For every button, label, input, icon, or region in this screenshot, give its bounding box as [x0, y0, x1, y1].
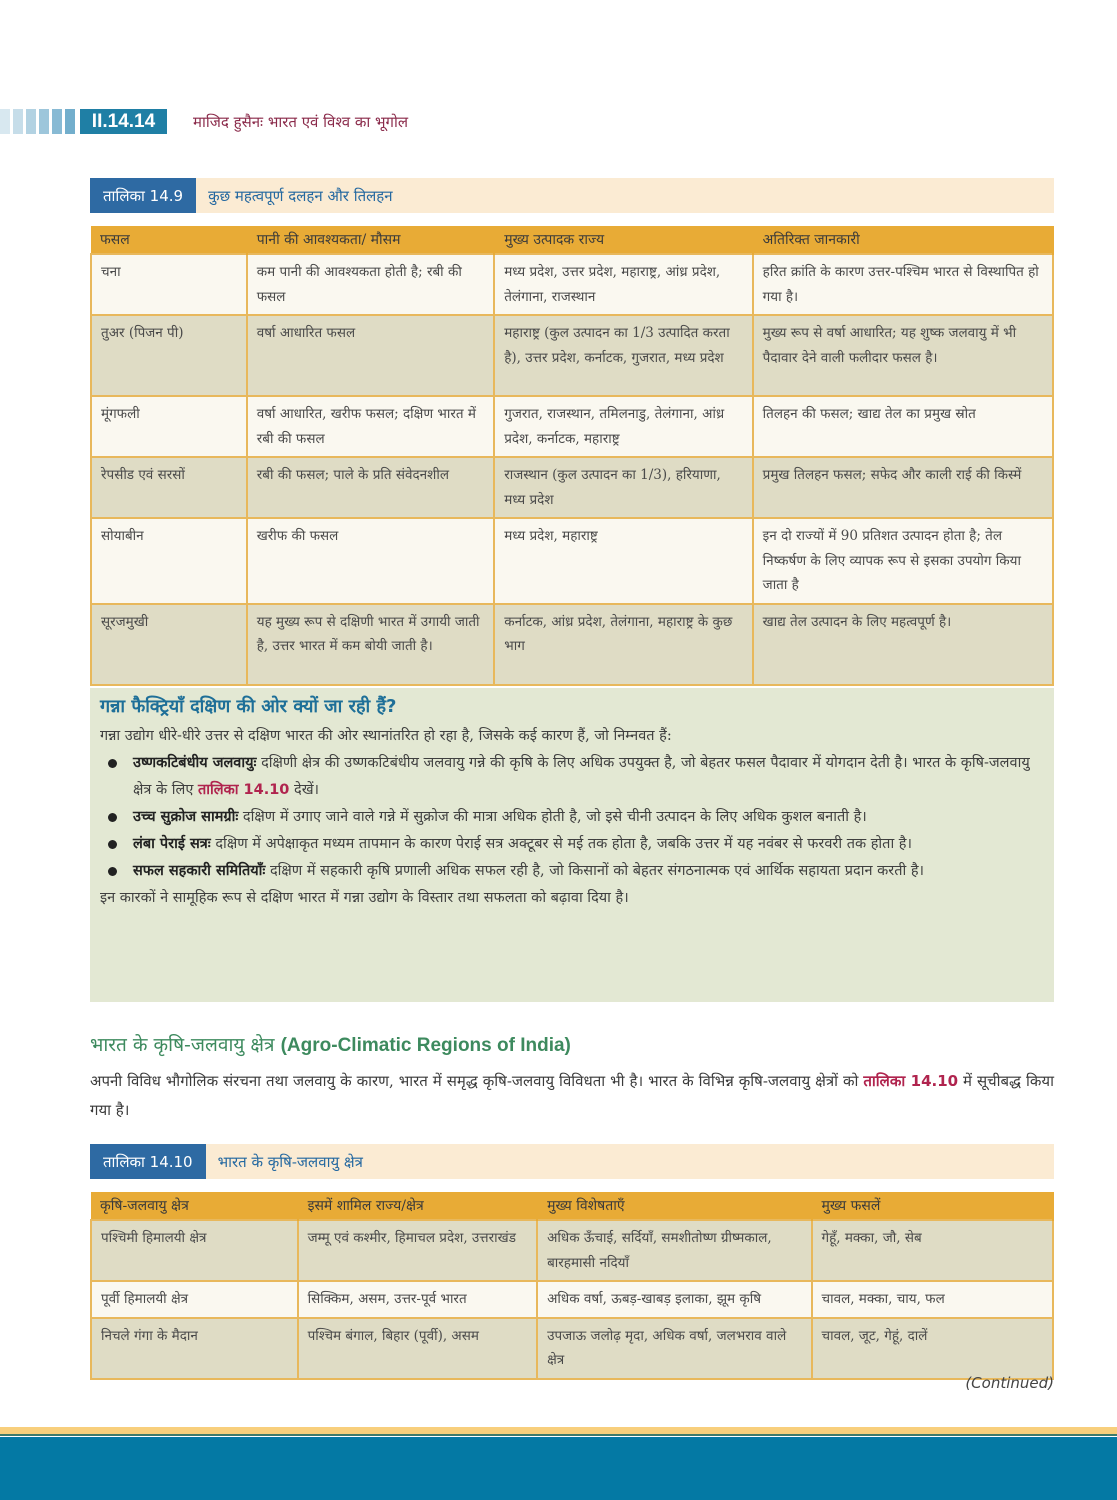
book-title: माजिद हुसैनः भारत एवं विश्व का भूगोल [193, 112, 409, 131]
cell-region: पश्चिमी हिमालयी क्षेत्र [91, 1220, 298, 1281]
section-heading-english: (Agro-Climatic Regions of India) [280, 1035, 571, 1056]
cell-states: राजस्थान (कुल उत्पादन का 1/3), हरियाणा, मध्य प्रदेश [494, 457, 752, 518]
cell-features: उपजाऊ जलोढ़ मृदा, अधिक वर्षा, जलभराव वाले क्षेत्र [537, 1318, 811, 1379]
page-number: II.14.14 [80, 109, 167, 134]
column-header: मुख्य उत्पादक राज्य [494, 226, 752, 254]
cell-crop: रेपसीड एवं सरसों [91, 457, 247, 518]
decorative-stripes [0, 109, 78, 134]
table-header-row [91, 1192, 1053, 1220]
cell-water: रबी की फसल; पाले के प्रति संवेदनशील [247, 457, 495, 518]
table-tag: तालिका 14.9 [90, 178, 196, 213]
cell-states: सिक्किम, असम, उत्तर-पूर्व भारत [298, 1281, 538, 1318]
para-text-tail: में सूचीबद्ध किया गया है। [90, 1072, 1054, 1119]
section-paragraph [90, 1067, 1054, 1125]
cell-water: वर्षा आधारित फसल [247, 315, 495, 396]
table-caption-14-10 [90, 1144, 1054, 1179]
column-header: फसल [91, 226, 247, 254]
cell-region: पूर्वी हिमालयी क्षेत्र [91, 1281, 298, 1318]
cell-region: निचले गंगा के मैदान [91, 1318, 298, 1379]
bullet-text: दक्षिणी क्षेत्र की उष्णकटिबंधीय जलवायु गन्ने की कृषि के लिए अधिक उपयुक्त है, जो बेहतर फसल पैदावार में योगदान देती है। भारत के कृषि-जलवायु क्षेत्र के लिए [133, 755, 1030, 798]
table-reference-link[interactable]: तालिका 14.10 [197, 782, 290, 798]
bullet-item [100, 858, 1044, 885]
continued-note: (Continued) [965, 1374, 1054, 1392]
stripe [65, 109, 75, 134]
table-row [91, 254, 1053, 315]
table-caption-14-9 [90, 178, 1054, 213]
cell-crops: चावल, जूट, गेहूं, दालें [812, 1318, 1054, 1379]
table-row [91, 315, 1053, 396]
bullet-item [100, 804, 1044, 831]
cell-states: मध्य प्रदेश, महाराष्ट्र [494, 518, 752, 604]
cell-info: खाद्य तेल उत्पादन के लिए महत्वपूर्ण है। [753, 604, 1053, 685]
table-title: कुछ महत्वपूर्ण दलहन और तिलहन [208, 186, 393, 205]
table-agro-climatic-regions [90, 1192, 1054, 1380]
cell-water: वर्षा आधारित, खरीफ फसल; दक्षिण भारत में रबी की फसल [247, 396, 495, 457]
cell-states: महाराष्ट्र (कुल उत्पादन का 1/3 उत्पादित करता है), उत्तर प्रदेश, कर्नाटक, गुजरात, मध्य प्रदेश [494, 315, 752, 396]
cell-features: अधिक वर्षा, ऊबड़-खाबड़ इलाका, झूम कृषि [537, 1281, 811, 1318]
bullet-term: लंबा पेराई सत्रः [133, 836, 211, 852]
bullet-item [100, 831, 1044, 858]
cell-states: जम्मू एवं कश्मीर, हिमाचल प्रदेश, उत्तराखंड [298, 1220, 538, 1281]
table-row [91, 518, 1053, 604]
cell-info: प्रमुख तिलहन फसल; सफेद और काली राई की किस्में [753, 457, 1053, 518]
footer-band [0, 1437, 1117, 1500]
bullet-term: उष्णकटिबंधीय जलवायुः [133, 755, 257, 771]
column-header: इसमें शामिल राज्य/क्षेत्र [298, 1192, 538, 1220]
stripe [0, 109, 10, 134]
column-header: मुख्य विशेषताएँ [537, 1192, 811, 1220]
table-row [91, 457, 1053, 518]
cell-crop: चना [91, 254, 247, 315]
cell-water: खरीफ की फसल [247, 518, 495, 604]
sugarcane-info-box [90, 688, 1054, 1002]
column-header: मुख्य फसलें [812, 1192, 1054, 1220]
table-reference-link[interactable]: तालिका 14.10 [863, 1072, 959, 1090]
cell-states: मध्य प्रदेश, उत्तर प्रदेश, महाराष्ट्र, आंध्र प्रदेश, तेलंगाना, राजस्थान [494, 254, 752, 315]
stripe [39, 109, 49, 134]
cell-crops: चावल, मक्का, चाय, फल [812, 1281, 1054, 1318]
running-header [0, 109, 408, 134]
bullet-icon [108, 840, 117, 849]
bullet-term: उच्च सुक्रोज सामग्रीः [133, 809, 239, 825]
box-bullet-list [100, 750, 1044, 885]
cell-crop: सूरजमुखी [91, 604, 247, 685]
bullet-icon [108, 813, 117, 822]
cell-states: गुजरात, राजस्थान, तमिलनाडु, तेलंगाना, आंध्र प्रदेश, कर्नाटक, महाराष्ट्र [494, 396, 752, 457]
box-heading: गन्ना फैक्ट्रियाँ दक्षिण की ओर क्यों जा रही हैं? [100, 696, 397, 717]
bullet-text: दक्षिण में सहकारी कृषि प्रणाली अधिक सफल रही है, जो किसानों को बेहतर संगठनात्मक एवं आर्थिक सहायता प्रदान करती है। [265, 863, 925, 879]
column-header: कृषि-जलवायु क्षेत्र [91, 1192, 298, 1220]
bullet-text-tail: देखें। [289, 782, 320, 798]
cell-crop: सोयाबीन [91, 518, 247, 604]
table-row [91, 396, 1053, 457]
cell-info: तिलहन की फसल; खाद्य तेल का प्रमुख स्रोत [753, 396, 1053, 457]
table-row [91, 1281, 1053, 1318]
cell-crop: मूंगफली [91, 396, 247, 457]
cell-water: कम पानी की आवश्यकता होती है; रबी की फसल [247, 254, 495, 315]
table-tag: तालिका 14.10 [90, 1144, 206, 1179]
stripe [52, 109, 62, 134]
section-heading [90, 1031, 571, 1057]
bullet-item [100, 750, 1044, 804]
cell-states: पश्चिम बंगाल, बिहार (पूर्वी), असम [298, 1318, 538, 1379]
para-text: अपनी विविध भौगोलिक संरचना तथा जलवायु के कारण, भारत में समृद्ध कृषि-जलवायु विविधता भी है। भारत के विभिन्न कृषि-जलवायु क्षेत्रों को [90, 1072, 864, 1090]
table-header-row [91, 226, 1053, 254]
cell-states: कर्नाटक, आंध्र प्रदेश, तेलंगाना, महाराष्ट्र के कुछ भाग [494, 604, 752, 685]
cell-crops: गेहूँ, मक्का, जौ, सेब [812, 1220, 1054, 1281]
section-heading-hindi: भारत के कृषि-जलवायु क्षेत्र [90, 1034, 275, 1056]
cell-info: इन दो राज्यों में 90 प्रतिशत उत्पादन होता है; तेल निष्कर्षण के लिए व्यापक रूप से इसका उपयोग किया जाता है [753, 518, 1053, 604]
stripe [26, 109, 36, 134]
footer-divider [0, 1427, 1117, 1436]
cell-water: यह मुख्य रूप से दक्षिणी भारत में उगायी जाती है, उत्तर भारत में कम बोयी जाती है। [247, 604, 495, 685]
bullet-term: सफल सहकारी समितियाँः [133, 863, 266, 879]
bullet-text: दक्षिण में उगाए जाने वाले गन्ने में सुक्रोज की मात्रा अधिक होती है, जो इसे चीनी उत्पादन के लिए अधिक कुशल बनाती है। [238, 809, 867, 825]
cell-info: हरित क्रांति के कारण उत्तर-पश्चिम भारत से विस्थापित हो गया है। [753, 254, 1053, 315]
table-row [91, 604, 1053, 685]
stripe [13, 109, 23, 134]
cell-crop: तुअर (पिजन पी) [91, 315, 247, 396]
bullet-text: दक्षिण में अपेक्षाकृत मध्यम तापमान के कारण पेराई सत्र अक्टूबर से मई तक होता है, जबकि उत्तर में यह नवंबर से फरवरी तक होता है। [210, 836, 913, 852]
bullet-icon [108, 759, 117, 768]
cell-features: अधिक ऊँचाई, सर्दियाँ, समशीतोष्ण ग्रीष्मकाल, बारहमासी नदियाँ [537, 1220, 811, 1281]
box-conclusion: इन कारकों ने सामूहिक रूप से दक्षिण भारत में गन्ना उद्योग के विस्तार तथा सफलता को बढ़ावा दिया है। [100, 890, 629, 906]
column-header: अतिरिक्त जानकारी [753, 226, 1053, 254]
table-title: भारत के कृषि-जलवायु क्षेत्र [217, 1152, 363, 1171]
cell-info: मुख्य रूप से वर्षा आधारित; यह शुष्क जलवायु में भी पैदावार देने वाली फलीदार फसल है। [753, 315, 1053, 396]
column-header: पानी की आवश्यकता/ मौसम [247, 226, 495, 254]
box-intro: गन्ना उद्योग धीरे-धीरे उत्तर से दक्षिण भारत की ओर स्थानांतरित हो रहा है, जिसके कई कारण हैं, जो निम्नवत हैं: [100, 728, 672, 744]
table-row [91, 1318, 1053, 1379]
bullet-icon [108, 867, 117, 876]
table-pulses-oilseeds [90, 226, 1054, 686]
table-row [91, 1220, 1053, 1281]
